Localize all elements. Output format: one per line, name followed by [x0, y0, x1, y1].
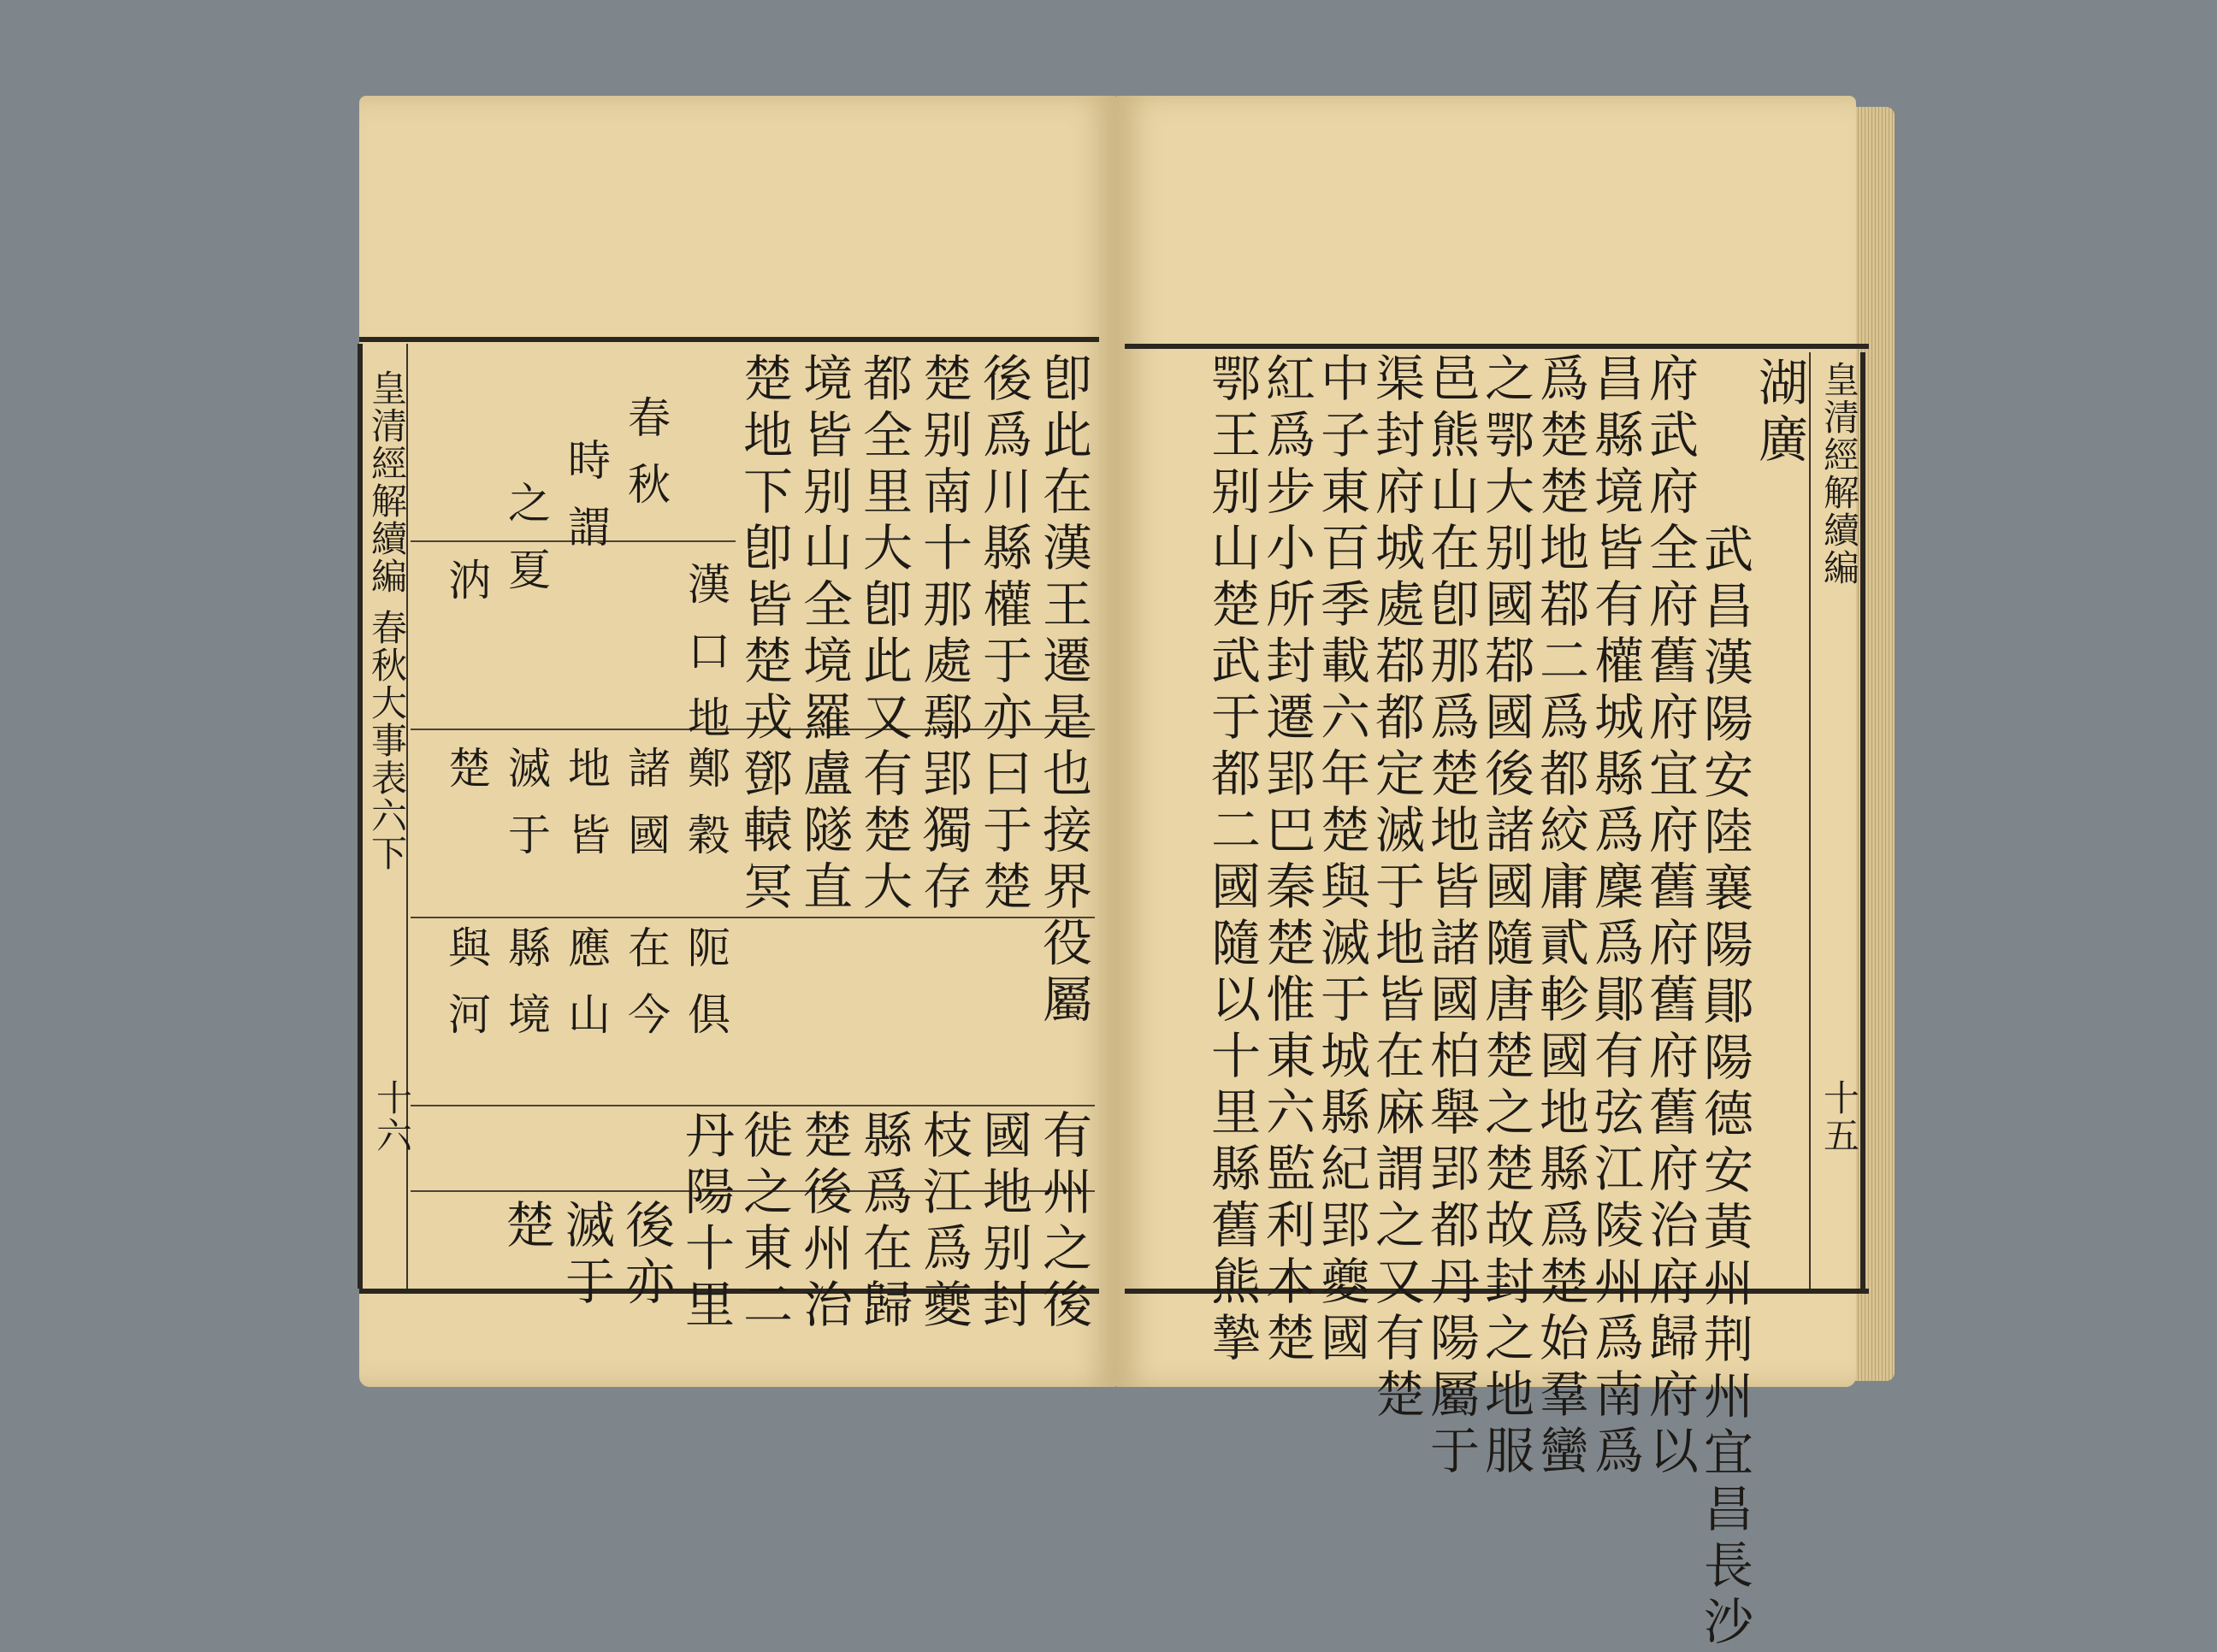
- lower-column: 國地别封: [974, 1109, 1032, 1335]
- text-column: 卽此在漢王遷是也接界役屬: [1034, 352, 1092, 1030]
- lower-column: 有州之後: [1034, 1109, 1092, 1335]
- lower-column: 丹陽十里: [677, 1109, 735, 1335]
- lower-column: 滅于: [557, 1199, 615, 1312]
- table-cell: 漢口地: [681, 562, 730, 762]
- text-column: 楚地下卽皆楚戎鄧轅冥: [735, 352, 793, 917]
- table-cell: 縣境: [501, 925, 551, 1059]
- text-column: 都全里大卽此又有楚大: [854, 352, 913, 917]
- folio-number: 十六: [371, 1079, 413, 1154]
- page-edges: [1852, 107, 1895, 1381]
- table-cell: 時謂: [561, 438, 611, 571]
- table-cell: 與河: [441, 925, 491, 1059]
- sidebar-rule: [1809, 352, 1811, 1289]
- table-cell: 阨俱: [681, 925, 730, 1059]
- text-column: 府武府全府舊府宜府舊府舊府舊府治府歸府以: [1641, 352, 1699, 1481]
- table-row-rule: [411, 1105, 1095, 1106]
- text-column: 渠封府城處鄀都定滅于地皆在麻謂之又有楚: [1367, 352, 1425, 1425]
- table-cell: 之夏: [501, 481, 551, 614]
- table-cell: 應山: [561, 925, 611, 1059]
- table-cell: 諸國: [621, 746, 671, 879]
- top-frame-rule: [359, 337, 1099, 342]
- text-column: 鄂王别山楚武于都二國隨以十里縣舊熊摯: [1203, 352, 1261, 1368]
- spine-title: 皇清經解續編: [1818, 361, 1860, 587]
- table-cell: 在今: [621, 925, 671, 1059]
- table-cell: 鄭穀: [681, 746, 730, 879]
- lower-column: 徙之東二: [735, 1109, 793, 1335]
- spine-title: 皇清經解續編: [366, 369, 408, 595]
- table-cell: 春秋: [621, 395, 671, 528]
- text-column: 紅爲步小所封遷郢巴秦楚惟東六監利本楚: [1257, 352, 1315, 1368]
- section-heading: 湖廣: [1750, 357, 1808, 469]
- text-column: 爲楚楚地鄀二爲都絞庸貳軫國地縣爲楚始羣蠻: [1531, 352, 1589, 1481]
- text-column: 境皆别山全境羅盧隧直: [795, 352, 853, 917]
- text-column: 邑熊山在卽那爲楚地皆諸國柏舉郢都丹陽屬于: [1422, 352, 1480, 1481]
- right-page: [1116, 96, 1860, 1652]
- text-column: 之鄂大别國鄀國後諸國隨唐楚之楚故封之地服: [1476, 352, 1534, 1481]
- left-page: [359, 96, 1116, 1387]
- table-cell: 汭: [441, 558, 491, 624]
- lower-column: 楚: [497, 1199, 555, 1255]
- lower-column: 縣爲在歸: [854, 1109, 913, 1335]
- text-column: 楚别南十那處鄢郢獨存: [914, 352, 973, 917]
- text-column: 武昌漢陽安陸襄陽鄖陽德安黃州荆州宜昌長沙: [1695, 523, 1753, 1652]
- lower-column: 楚後州治: [795, 1109, 853, 1335]
- lower-column: 枝江爲夔: [914, 1109, 973, 1335]
- folio-number: 十五: [1818, 1079, 1860, 1154]
- spine-subtitle: 春秋大事表六下: [366, 609, 408, 872]
- top-frame-rule: [1125, 344, 1869, 349]
- table-cell: 楚: [441, 746, 491, 812]
- text-column: 昌縣境皆有權城縣爲麇爲鄖有弦江陵州爲南爲: [1586, 352, 1644, 1481]
- table-cell: 滅于: [501, 746, 551, 879]
- table-row-rule: [411, 917, 1095, 918]
- text-column: 後爲川縣權于亦曰于楚: [974, 352, 1032, 917]
- table-cell: 地皆: [561, 746, 611, 879]
- text-column: 中子東百季載六年楚與滅于城縣紀郢夔國: [1312, 352, 1370, 1368]
- lower-column: 後亦: [617, 1199, 675, 1312]
